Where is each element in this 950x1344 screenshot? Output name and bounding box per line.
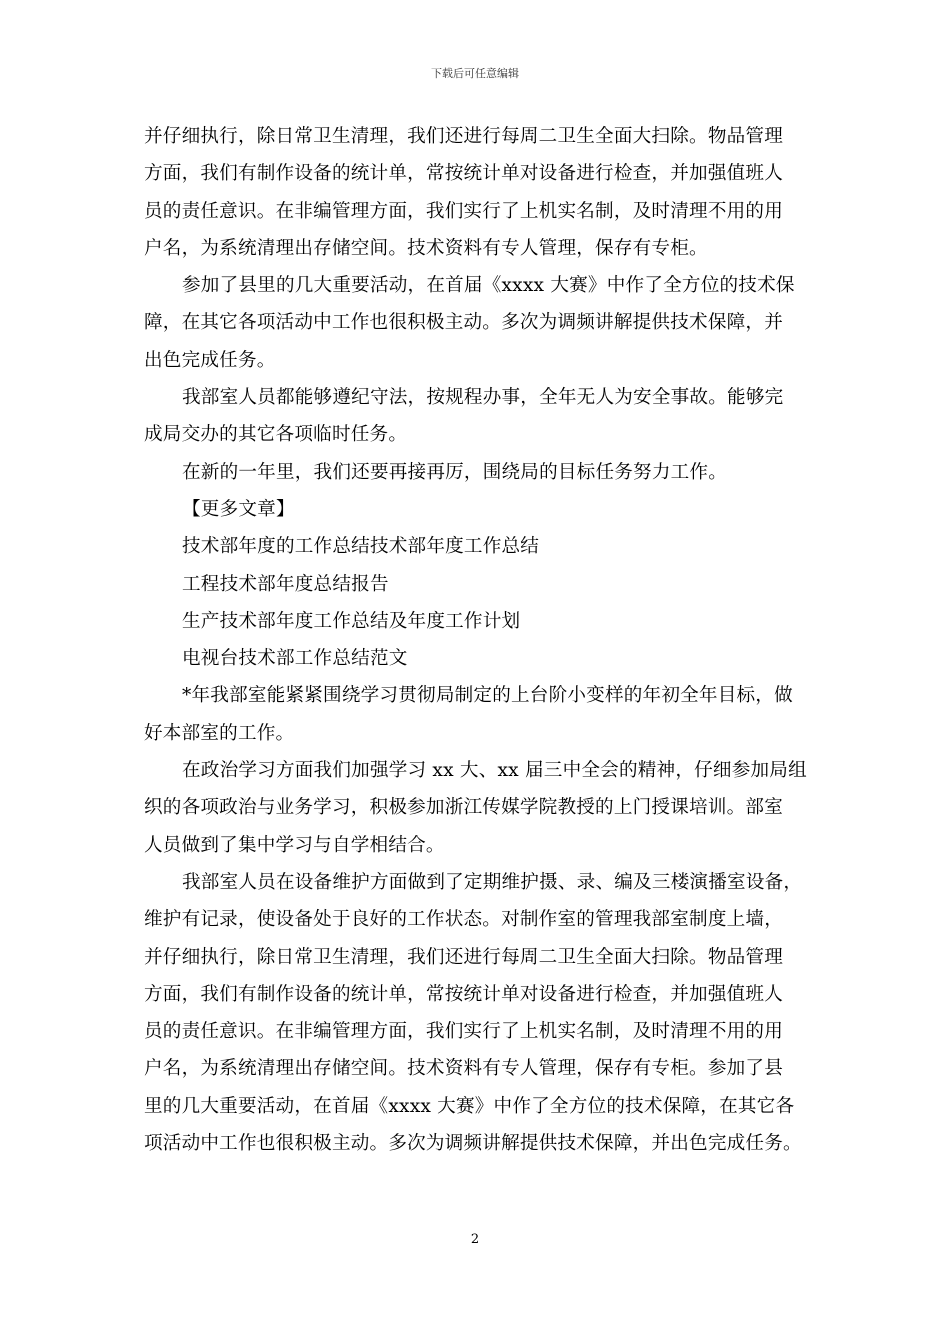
paragraph-line: 我部室人员都能够遵纪守法，按规程办事，全年无人为安全事故。能够完 [182, 387, 784, 409]
paragraph-line: 出色完成任务。 [144, 349, 276, 371]
page-number: 2 [470, 1232, 480, 1247]
paragraph-line: 里的几大重要活动，在首届《xxxx 大赛》中作了全方位的技术保障，在其它各 [144, 1095, 795, 1117]
paragraph [144, 603, 834, 640]
paragraph-line: 并仔细执行，除日常卫生清理，我们还进行每周二卫生全面大扫除。物品管理 [144, 126, 783, 147]
document-body [144, 118, 834, 1162]
paragraph [144, 454, 834, 491]
paragraph-line: 在政治学习方面我们加强学习 xx 大、xx 届三中全会的精神，仔细参加局组 [182, 760, 807, 782]
paragraph [144, 491, 834, 528]
paragraph [144, 379, 834, 454]
paragraph-line: 障，在其它各项活动中工作也很积极主动。多次为调频讲解提供技术保障，并 [144, 312, 783, 334]
paragraph-line: 户名，为系统清理出存储空间。技术资料有专人管理，保存有专柜。参加了县 [144, 1058, 783, 1080]
paragraph-line: 成局交办的其它各项临时任务。 [144, 424, 408, 446]
paragraph [144, 864, 834, 1162]
page-header: 下载后可任意编辑 [431, 67, 519, 80]
paragraph-line: 方面，我们有制作设备的统计单，常按统计单对设备进行检查，并加强值班人 [144, 983, 783, 1005]
paragraph-line: 项活动中工作也很积极主动。多次为调频讲解提供技术保障，并出色完成任务。 [144, 1133, 802, 1155]
paragraph-line: 技术部年度的工作总结技术部年度工作总结 [182, 536, 540, 558]
paragraph-line: 【更多文章】 [182, 498, 295, 520]
paragraph-line: 户名，为系统清理出存储空间。技术资料有专人管理，保存有专柜。 [144, 237, 708, 259]
paragraph [144, 267, 834, 379]
paragraph [144, 118, 834, 267]
paragraph-line: 工程技术部年度总结报告 [182, 573, 389, 595]
paragraph-line: 织的各项政治与业务学习，积极参加浙江传媒学院教授的上门授课培训。部室 [144, 797, 783, 819]
paragraph-line: 员的责任意识。在非编管理方面，我们实行了上机实名制，及时清理不用的用 [144, 200, 783, 222]
paragraph-line: 我部室人员在设备维护方面做到了定期维护摄、录、编及三楼演播室设备， [182, 871, 803, 893]
paragraph [144, 752, 834, 864]
paragraph [144, 640, 834, 677]
paragraph-line: *年我部室能紧紧围绕学习贯彻局制定的上台阶小变样的年初全年目标，做 [182, 685, 793, 707]
paragraph-line: 维护有记录，使设备处于良好的工作状态。对制作室的管理我部室制度上墙， [144, 909, 783, 931]
paragraph-line: 员的责任意识。在非编管理方面，我们实行了上机实名制，及时清理不用的用 [144, 1021, 783, 1043]
paragraph-line: 并仔细执行，除日常卫生清理，我们还进行每周二卫生全面大扫除。物品管理 [144, 946, 783, 968]
paragraph-line: 方面，我们有制作设备的统计单，常按统计单对设备进行检查，并加强值班人 [144, 163, 783, 185]
paragraph [144, 566, 834, 603]
paragraph-line: 人员做到了集中学习与自学相结合。 [144, 834, 445, 856]
paragraph-line: 好本部室的工作。 [144, 722, 295, 744]
paragraph-line: 电视台技术部工作总结范文 [182, 648, 408, 670]
paragraph [144, 528, 834, 565]
paragraph-line: 参加了县里的几大重要活动，在首届《xxxx 大赛》中作了全方位的技术保 [182, 275, 795, 297]
paragraph [144, 677, 834, 752]
paragraph-line: 生产技术部年度工作总结及年度工作计划 [182, 610, 521, 632]
paragraph-line: 在新的一年里，我们还要再接再厉，围绕局的目标任务努力工作。 [182, 461, 728, 483]
